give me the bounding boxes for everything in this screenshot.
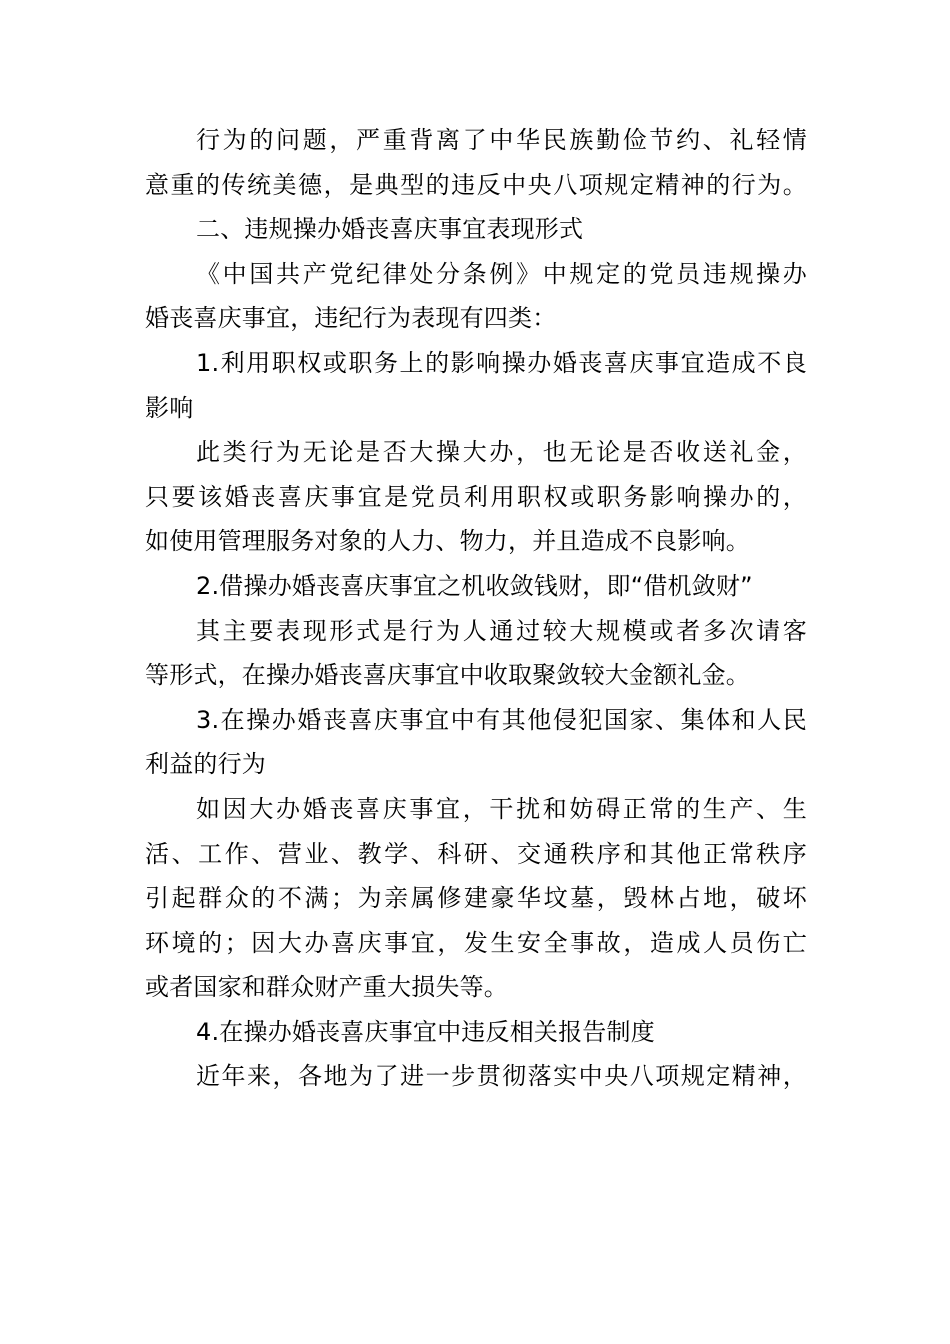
- paragraph-line: 《中国共产党纪律处分条例》中规定的党员违规操办: [196, 259, 807, 288]
- paragraph-line: 行为的问题，严重背离了中华民族勤俭节约、礼轻情: [196, 126, 807, 154]
- subheading-2: 2.借操办婚丧喜庆事宜之机收敛钱财，即“借机敛财”: [196, 571, 753, 600]
- paragraph-line: 其主要表现形式是行为人通过较大规模或者多次请客: [196, 616, 807, 645]
- subheading-3-cont: 利益的行为: [145, 750, 266, 779]
- paragraph-line: 近年来，各地为了进一步贯彻落实中央八项规定精神，: [196, 1062, 807, 1091]
- paragraph-line: 只要该婚丧喜庆事宜是党员利用职权或职务影响操办的，: [145, 482, 807, 511]
- subheading-1-cont: 影响: [145, 393, 194, 422]
- document-page: [145, 118, 807, 1099]
- paragraph-line: 意重的传统美德，是典型的违反中央八项规定精神的行为。: [145, 170, 807, 199]
- paragraph-line: 此类行为无论是否大操大办，也无论是否收送礼金，: [196, 438, 807, 467]
- paragraph-line: 如使用管理服务对象的人力、物力，并且造成不良影响。: [145, 527, 750, 556]
- subheading-1: 1.利用职权或职务上的影响操办婚丧喜庆事宜造成不良: [196, 348, 807, 377]
- paragraph-line: 环境的；因大办喜庆事宜，发生安全事故，造成人员伤亡: [145, 928, 807, 957]
- section-heading: 二、违规操办婚丧喜庆事宜表现形式: [196, 215, 584, 244]
- paragraph-line: 如因大办婚丧喜庆事宜，干扰和妨碍正常的生产、生: [196, 794, 807, 823]
- paragraph-line: 婚丧喜庆事宜，违纪行为表现有四类：: [145, 304, 557, 333]
- subheading-3: 3.在操办婚丧喜庆事宜中有其他侵犯国家、集体和人民: [196, 705, 807, 734]
- paragraph-line: 等形式，在操办婚丧喜庆事宜中收取聚敛较大金额礼金。: [145, 661, 750, 690]
- paragraph-line: 或者国家和群众财产重大损失等。: [145, 973, 508, 1002]
- paragraph-line: 引起群众的不满；为亲属修建豪华坟墓，毁林占地，破坏: [145, 884, 807, 913]
- paragraph-line: 活、工作、营业、教学、科研、交通秩序和其他正常秩序: [145, 839, 807, 868]
- subheading-4: 4.在操办婚丧喜庆事宜中违反相关报告制度: [196, 1017, 655, 1046]
